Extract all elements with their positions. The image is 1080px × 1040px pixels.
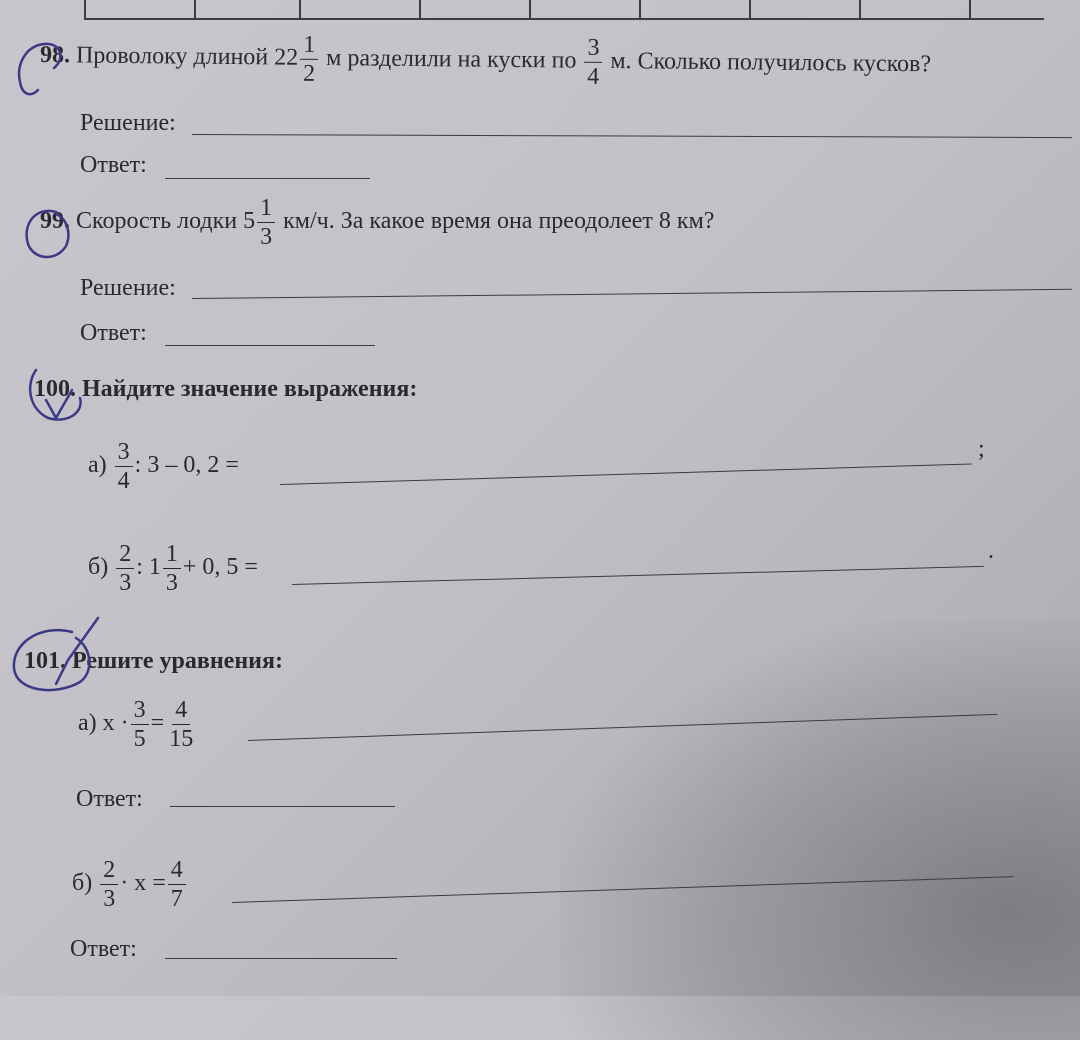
operator: : 1 <box>136 554 161 581</box>
punctuation: . <box>988 538 994 564</box>
mixed-whole: 22 <box>274 44 299 71</box>
equation-part: x · <box>102 710 129 737</box>
answer-line[interactable] <box>165 178 370 179</box>
item-label: б) <box>88 554 109 581</box>
fraction: $\frac{1}{3}$ <box>163 542 181 595</box>
solution-label: Решение: <box>80 110 176 136</box>
problem-number: 98. <box>39 42 71 69</box>
fraction: $\frac{3}{4}$ <box>584 36 603 89</box>
answer-line[interactable] <box>165 958 397 959</box>
solution-line[interactable] <box>192 289 1072 299</box>
answer-line[interactable] <box>165 345 375 346</box>
fraction: $\frac{4}{7}$ <box>168 858 186 911</box>
equation-a <box>78 698 198 751</box>
fraction: $\frac{4}{15}$ <box>169 697 194 752</box>
equals-sign: = <box>150 710 165 737</box>
fraction: $\frac{1}{2}$ <box>300 33 319 86</box>
problem-number: 99. <box>40 208 70 235</box>
answer-label: Ответ: <box>80 152 147 178</box>
problem-number: 100. <box>34 376 76 402</box>
expression-b <box>88 542 258 595</box>
fraction: $\frac{2}{3}$ <box>116 542 134 595</box>
fraction: $\frac{3}{4}$ <box>115 440 133 493</box>
photo-shadow <box>560 620 1080 1040</box>
pen-circle-mark-101 <box>2 612 112 702</box>
problem-99 <box>40 196 714 249</box>
solution-line[interactable] <box>232 876 1014 903</box>
item-label: а) <box>88 452 107 479</box>
solution-line[interactable] <box>192 134 1072 138</box>
answer-label: Ответ: <box>70 936 137 962</box>
answer-label: Ответ: <box>76 786 143 812</box>
pen-circle-mark-98 <box>8 38 88 118</box>
pen-circle-mark-100 <box>18 360 98 430</box>
item-label: б) <box>72 870 93 897</box>
solution-label: Решение: <box>80 275 176 301</box>
problem-title: Найдите значение выражения: <box>82 376 418 402</box>
equation-b <box>72 858 188 911</box>
punctuation: ; <box>978 436 985 462</box>
answer-line[interactable] <box>280 463 972 485</box>
pen-circle-mark-99 <box>16 202 86 272</box>
fraction: $\frac{2}{3}$ <box>100 858 118 911</box>
expression-a <box>88 440 239 493</box>
problem-number: 101. <box>24 648 66 674</box>
fraction: $\frac{1}{3}$ <box>257 196 275 249</box>
problem-text: м. Сколько получилось кусков? <box>610 47 932 78</box>
expression-rest: : 3 – 0, 2 = <box>134 452 239 479</box>
top-table-remnant <box>84 0 1044 20</box>
problem-98 <box>40 30 932 92</box>
answer-line[interactable] <box>292 566 984 585</box>
problem-text: Скорость лодки <box>76 208 238 235</box>
item-label: а) <box>78 710 97 737</box>
solution-line[interactable] <box>248 714 998 741</box>
equation-part: · x = <box>120 870 166 897</box>
problem-title: Решите уравнения: <box>72 648 283 674</box>
fraction: $\frac{3}{5}$ <box>131 698 149 751</box>
answer-line[interactable] <box>170 806 395 807</box>
expression-rest: + 0, 5 = <box>182 554 258 581</box>
answer-label: Ответ: <box>80 320 147 346</box>
problem-text: м разделили на куски по <box>326 45 577 74</box>
problem-text: Проволоку длиной <box>75 42 269 71</box>
mixed-whole: 5 <box>243 208 256 235</box>
problem-text: км/ч. За какое время она преодолеет 8 км? <box>283 208 715 235</box>
